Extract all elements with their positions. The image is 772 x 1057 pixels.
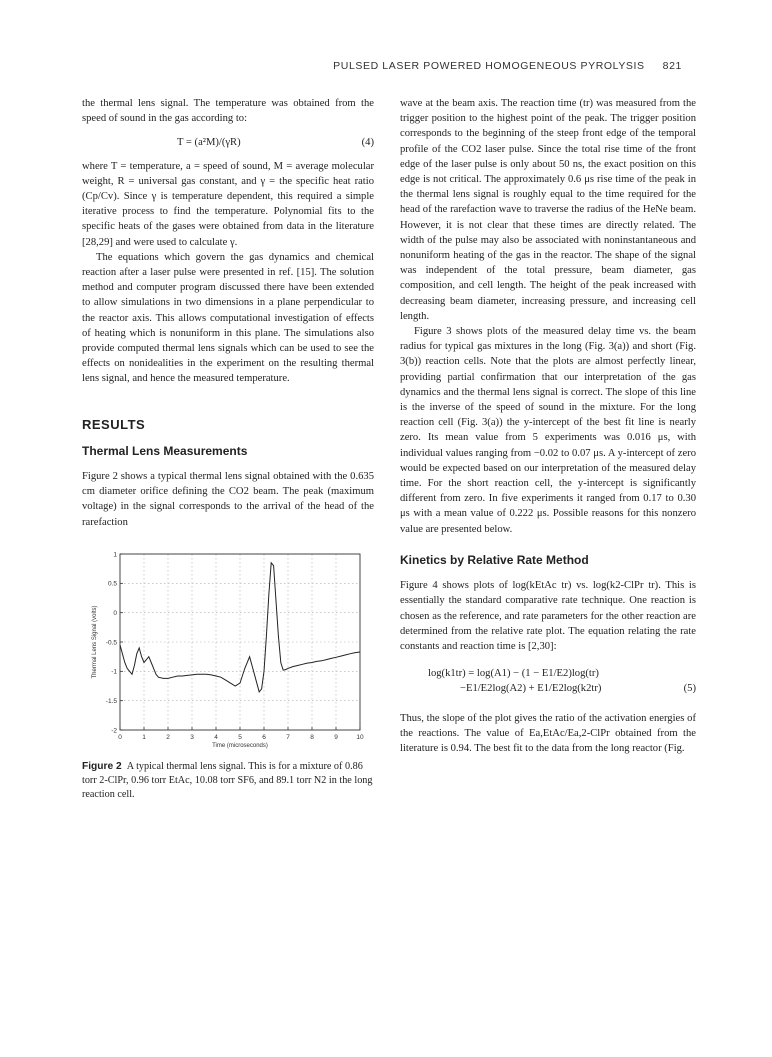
section-heading-results: RESULTS — [82, 416, 146, 432]
right-column — [400, 96, 696, 756]
x-tick-label: 10 — [356, 733, 364, 741]
x-axis-label: Time (microseconds) — [212, 742, 268, 749]
x-tick-label: 0 — [118, 733, 122, 741]
equation-number: (5) — [683, 683, 696, 695]
subsection-heading-kinetics: Kinetics by Relative Rate Method — [400, 552, 589, 567]
caption-label: Figure 2 — [82, 760, 122, 772]
equation-line-2: −E1/E2log(A2) + E1/E2log(k2tr) — [460, 683, 602, 695]
paragraph: Figure 4 shows plots of log(kEtAc tr) vs. log(k2-ClPr tr). This is essentially the standard comparative rate technique. One reaction is chosen as the reference, and rate parameters for the other reaction are determined from the relative rate plot. The equation relating the rate constants and reaction time is [2,30]: — [400, 580, 696, 652]
y-tick-label: 0 — [113, 609, 117, 617]
subsection-heading-thermal-lens: Thermal Lens Measurements — [82, 443, 248, 458]
x-tick-label: 4 — [214, 733, 218, 741]
y-tick-label: 1 — [113, 551, 117, 559]
x-tick-label: 5 — [238, 733, 242, 741]
x-tick-label: 7 — [286, 733, 290, 741]
y-axis-label: Thermal Lens Signal (volts) — [92, 605, 98, 679]
left-column — [82, 96, 374, 802]
paragraph: Figure 2 shows a typical thermal lens signal obtained with the 0.635 cm diameter orifice defining the CO2 beam. The peak (maximum voltage) in the signal corresponds to the arrival of the head of the rarefaction — [82, 471, 374, 528]
thermal-lens-chart — [82, 546, 374, 756]
paragraph: the thermal lens signal. The temperature was obtained from the speed of sound in the gas according to: — [82, 98, 374, 125]
y-tick-label: -1 — [111, 668, 117, 676]
y-tick-label: -2 — [111, 727, 117, 735]
figure-caption — [82, 760, 374, 802]
equation-number: (4) — [361, 137, 374, 149]
paragraph: Figure 3 shows plots of the measured delay time vs. the beam radius for typical gas mixtures in the long (Fig. 3(a)) and short (Fig. 3(b)) reaction cells. Note that the plots are almost perfectly linear, providing partial confirmation that our interpretation of the gas dynamics and the thermal lens signal is correct. The slope of this line is the inverse of the speed of sound in the mixture. For the long reaction cell (Fig. 3(a)) the y-intercept of the best fit line is nearly zero. Its mean value from 5 experiments was 0.016 μs, with individual values ranging from −0.02 to 0.07 μs. A y-intercept of zero would be expected based on our interpretation of the measured delay time. For the short reaction cell, the y-intercept is significantly different from zero. In five experiments it ranged from 0.17 to 0.30 μs with a mean value of 0.222 μs. Possible reasons for this nonzero value are presented below. — [400, 326, 696, 535]
paragraph: The equations which govern the gas dynamics and chemical reaction after a laser pulse were presented in ref. [15]. The solution method and computer program discussed there have been extended to allow simulations in two dimensions in a plane perpendicular to the reactor axis. This allows computational investigation of effects of heating which is nonuniform in this plane. The simulations also provide computed thermal lens signals which can be used to see the effects on nonidealities in the experiment on the resulting thermal lens signal, and hence the measured temperature. — [82, 251, 374, 385]
paragraph: where T = temperature, a = speed of sound, M = average molecular weight, R = universal gas constant, and γ = the specific heat ratio (Cp/Cv). Since γ is temperature dependent, this required a simple iterative process to find the temperature. Polynomial fits to the specific heats of the gases were obtained from data in the literature [28,29] and were used to calculate γ. — [82, 160, 374, 248]
x-tick-label: 2 — [166, 733, 170, 741]
figure-2 — [82, 546, 374, 802]
y-tick-label: -0.5 — [105, 639, 117, 647]
equation-5 — [400, 666, 696, 696]
x-tick-label: 6 — [262, 733, 266, 741]
caption-text: A typical thermal lens signal. This is for a mixture of 0.86 torr 2-ClPr, 0.96 torr EtAc, 10.08 torr SF6, and 89.1 torr N2 in the long reaction cell. — [82, 760, 373, 800]
y-tick-label: 0.5 — [107, 580, 117, 588]
y-tick-label: -1.5 — [105, 697, 117, 705]
page-number: 821 — [662, 60, 682, 72]
equation-expression: T = (a²M)/(γR) — [177, 137, 241, 149]
paragraph: Thus, the slope of the plot gives the ratio of the activation energies of the reactions. The value of Ea,EtAc/Ea,2-ClPr obtained from the literature is 0.94. The best fit to the data from the long reactor (Fig. — [400, 712, 696, 754]
running-title: PULSED LASER POWERED HOMOGENEOUS PYROLYSIS — [333, 60, 645, 72]
running-header — [333, 60, 682, 72]
x-tick-label: 3 — [190, 733, 194, 741]
equation-4 — [82, 135, 374, 150]
equation-line-1: log(k1tr) = log(A1) − (1 − E1/E2)log(tr) — [428, 668, 599, 680]
x-tick-label: 8 — [310, 733, 314, 741]
x-tick-label: 1 — [142, 733, 146, 741]
x-tick-label: 9 — [334, 733, 338, 741]
paragraph: wave at the beam axis. The reaction time (tr) was measured from the trigger position to the highest point of the peak. The trigger position corresponds to the beginning of the steep front edge of the temporal profile of the CO2 laser pulse. Since the total rise time of the front edge of the laser pulse is only about 50 ns, the exact position on this edge is not critical. The approximately 0.6 μs rise time of the peak in the thermal lens signal is roughly equal to the time required for the head of the rarefaction wave to traverse the radius of the HeNe beam. However, it is not clear that these times are directly related. The width of the pulse may also be associated with noninstantaneous and nonuniform heating of the gas in the reactor. The shape of the signal was independent of the total pressure, beam diameter, gas composition, and cell length. The height of the peak increased with decreasing beam diameter, increasing pressure, and increasing cell length. — [400, 98, 696, 322]
